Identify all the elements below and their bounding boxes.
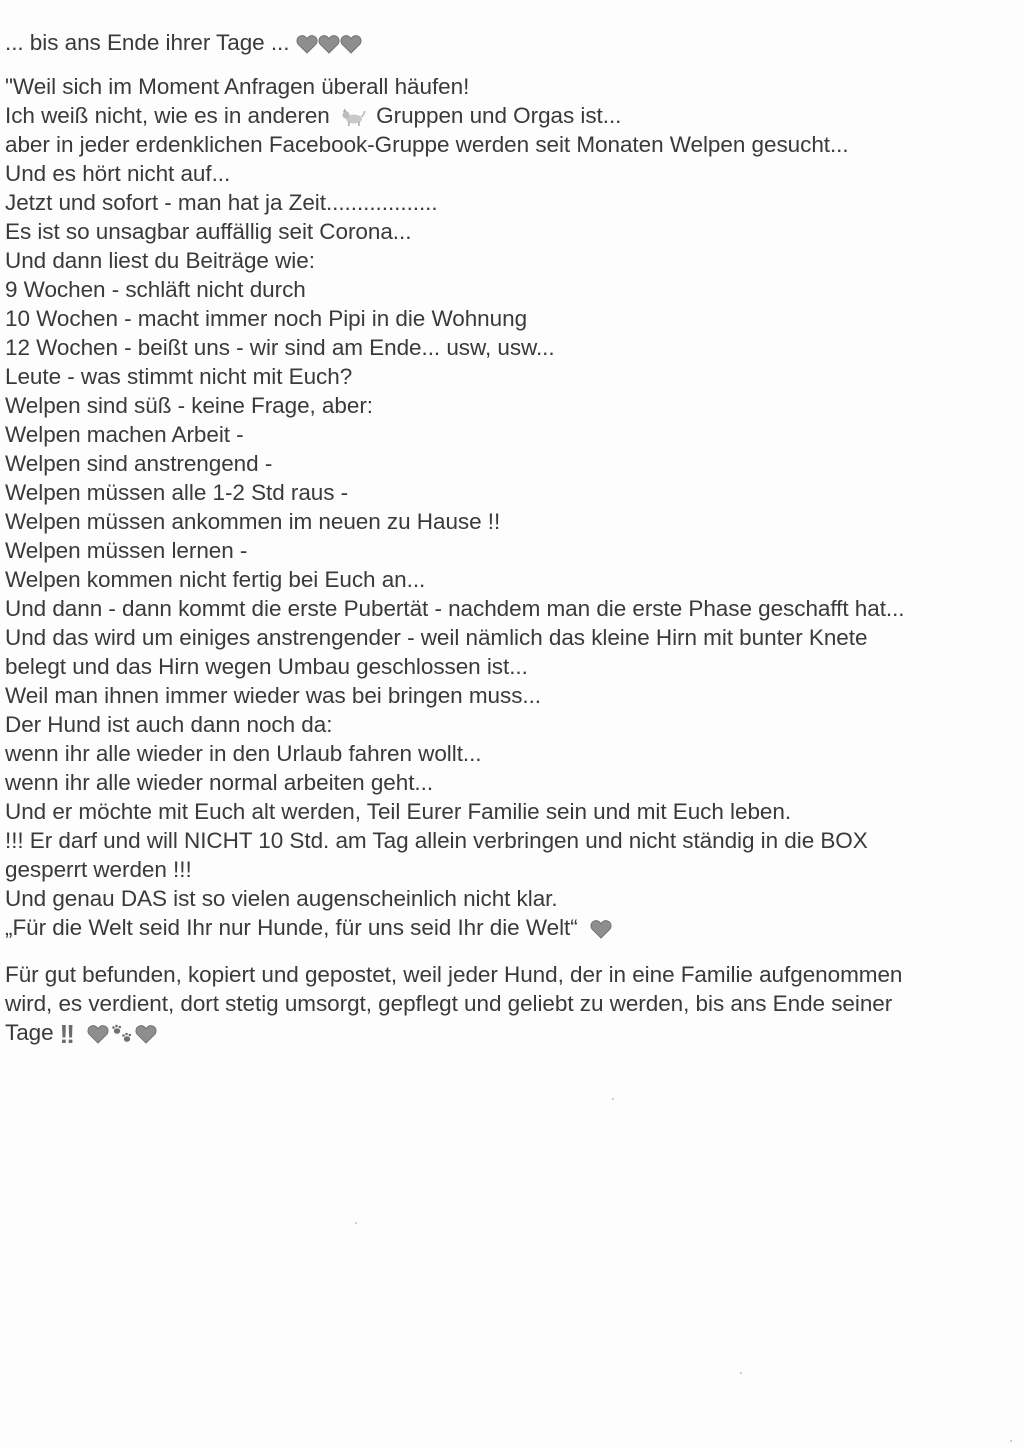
quote-line: Welpen müssen ankommen im neuen zu Hause !! [5,509,501,534]
quote-line: Welpen müssen alle 1-2 Std raus - [5,480,349,505]
quote-line-part: „Für die Welt seid Ihr nur Hunde, für uns seid Ihr die Welt“ [5,915,578,940]
document-title [5,28,362,57]
quote-line: Jetzt und sofort - man hat ja Zeit.................. [5,190,438,215]
closing-emojis [87,1018,157,1047]
dog-icon [340,107,366,127]
quote-line [5,913,905,942]
grey-heart-icon [296,34,318,54]
quote-line: 9 Wochen - schläft nicht durch [5,277,306,302]
quote-line: 10 Wochen - macht immer noch Pipi in die Wohnung [5,306,528,331]
quote-line: Und dann - dann kommt die erste Pubertät - nachdem man die erste Phase geschafft hat... [5,596,905,621]
scan-speck [740,1372,742,1374]
scan-speck [612,1098,614,1100]
grey-heart-icon [318,34,340,54]
grey-heart-icon [590,919,612,939]
paw-prints-icon [109,1023,135,1045]
quote-line: !!! Er darf und will NICHT 10 Std. am Tag allein verbringen und nicht ständig in die BOX [5,828,868,853]
quote-line: Welpen kommen nicht fertig bei Euch an... [5,567,426,592]
quote-line: Und genau DAS ist so vielen augenscheinlich nicht klar. [5,886,558,911]
scan-speck [355,1222,357,1224]
title-text: ... bis ans Ende ihrer Tage ... [5,30,290,55]
quote-line: 12 Wochen - beißt uns - wir sind am Ende... usw, usw... [5,335,555,360]
quoted-post [5,72,905,942]
closing-line: wird, es verdient, dort stetig umsorgt, gepflegt und geliebt zu werden, bis ans Ende seiner [5,991,893,1016]
quote-line: Leute - was stimmt nicht mit Euch? [5,364,353,389]
quote-line: Und es hört nicht auf... [5,161,231,186]
grey-heart-icon [87,1024,109,1044]
quote-line: Und dann liest du Beiträge wie: [5,248,315,273]
quote-line: Und er möchte mit Euch alt werden, Teil Eurer Familie sein und mit Euch leben. [5,799,792,824]
quote-line-part: Ich weiß nicht, wie es in anderen [5,103,330,128]
quote-line: Es ist so unsagbar auffällig seit Corona... [5,219,412,244]
closing-paragraph [5,960,902,1047]
quote-line: Weil man ihnen immer wieder was bei bringen muss... [5,683,542,708]
closing-line-part: Tage [5,1020,54,1045]
double-exclamation-icon: !! [59,1018,73,1049]
quote-line: wenn ihr alle wieder normal arbeiten geht... [5,770,434,795]
quote-line: Welpen sind süß - keine Frage, aber: [5,393,373,418]
quote-line: Und das wird um einiges anstrengender - weil nämlich das kleine Hirn mit bunter Knete [5,625,868,650]
closing-line: Für gut befunden, kopiert und gepostet, weil jeder Hund, der in eine Familie aufgenommen [5,962,903,987]
grey-heart-icon [135,1024,157,1044]
quote-line: Der Hund ist auch dann noch da: [5,712,333,737]
quote-line: wenn ihr alle wieder in den Urlaub fahren wollt... [5,741,482,766]
quote-line-part: Gruppen und Orgas ist... [376,103,622,128]
quote-line: belegt und das Hirn wegen Umbau geschlossen ist... [5,654,528,679]
quote-line: Welpen müssen lernen - [5,538,248,563]
quote-line: Welpen sind anstrengend - [5,451,273,476]
grey-heart-icon [340,34,362,54]
quote-line: Welpen machen Arbeit - [5,422,244,447]
closing-line [5,1018,902,1047]
quote-line: "Weil sich im Moment Anfragen überall häufen! [5,74,470,99]
quote-line [5,101,905,130]
quote-line: gesperrt werden !!! [5,857,192,882]
scan-speck [1010,1440,1012,1442]
quote-line: aber in jeder erdenklichen Facebook-Gruppe werden seit Monaten Welpen gesucht... [5,132,849,157]
title-hearts [296,28,362,57]
